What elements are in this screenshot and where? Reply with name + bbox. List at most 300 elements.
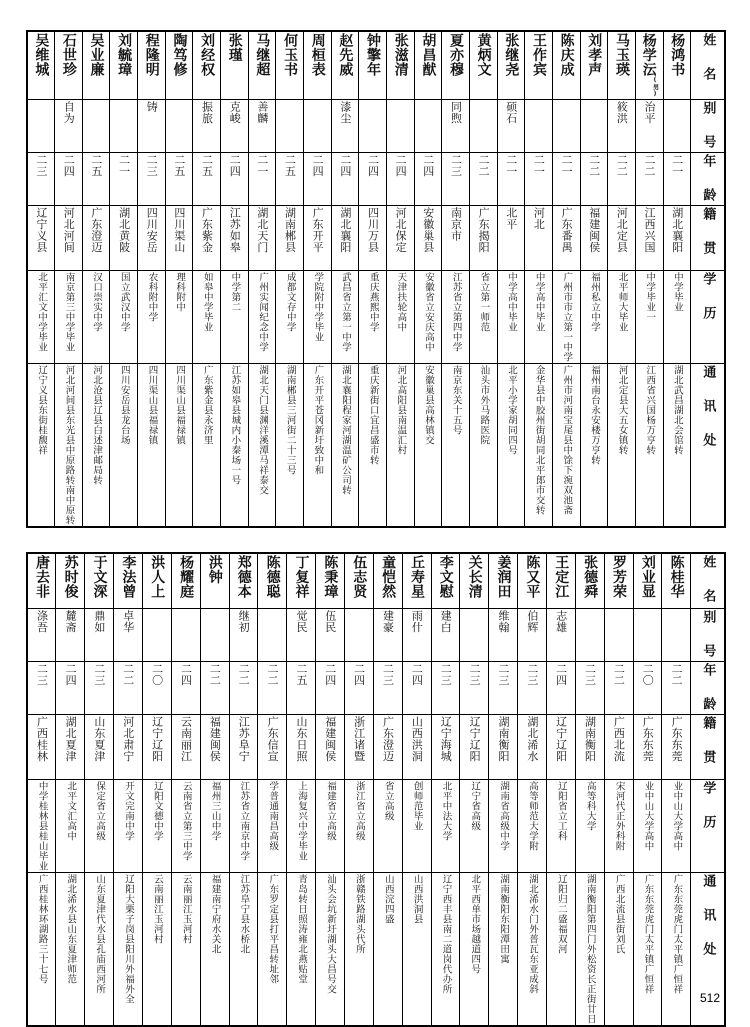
cell-text: 湖北浠水门外普瓦东亚成斜: [527, 874, 539, 994]
cell-name: [200, 553, 229, 609]
cell-age: [633, 662, 662, 715]
cell-text: 胡昌猷: [420, 33, 437, 77]
cell-text: 广东揭阳: [477, 207, 491, 253]
cell-text: 福建闽侯: [587, 207, 601, 253]
cell-text: 成都文存中学: [284, 272, 296, 332]
cell-text: 自为: [62, 101, 76, 124]
cell-edu: [114, 780, 143, 873]
cell-text: 福州南台永安楼万亨转: [588, 365, 600, 465]
cell-edu: [552, 271, 580, 364]
cell-text: 李法曾: [120, 555, 137, 599]
cell-text: 河北沧县辽县白述津邮局转: [91, 365, 103, 485]
cell-text: 麓斋: [64, 610, 78, 633]
cell-native: [633, 715, 662, 780]
cell-age: [387, 153, 415, 206]
cell-text: 二三: [496, 663, 510, 686]
cell-native: [525, 206, 553, 271]
cell-text: 于文深: [91, 555, 108, 599]
cell-text: 伍民: [323, 610, 337, 633]
cell-native: [221, 206, 249, 271]
cell-alias: [229, 609, 258, 662]
cell-text: 四川安岳: [145, 207, 159, 253]
cell-text: 河北河间县东光县中原路转南中原转: [63, 365, 75, 525]
cell-text: 江苏省立第四中学: [450, 272, 462, 352]
cell-text: 刘孝声: [586, 33, 603, 77]
cell-alias: [402, 609, 431, 662]
cell-alias: [575, 609, 604, 662]
cell-age: [304, 153, 332, 206]
cell-age: [663, 153, 691, 206]
cell-text: 克峻: [228, 101, 242, 124]
cell-text: 漆尘: [338, 101, 352, 124]
row-header-text: 学 历: [700, 781, 716, 831]
cell-text: 同煦: [449, 101, 463, 124]
cell-text: 福建闽侯: [323, 716, 337, 762]
cell-text: 二三: [381, 663, 395, 686]
cell-text: 关长清: [466, 555, 483, 599]
cell-native: [165, 206, 193, 271]
cell-text: 中学高中毕业: [505, 272, 517, 332]
cell-text: 汉口崇实中学: [91, 272, 103, 332]
cell-text: 广东东莞虎门太平镇广恒祥: [671, 874, 683, 994]
cell-text: 黄炳文: [475, 33, 492, 77]
cell-text: 辽阳归二盛福双河: [555, 874, 567, 954]
cell-edu: [142, 780, 171, 873]
cell-name: [221, 31, 249, 100]
cell-address: [662, 873, 691, 1027]
row-header-name: [691, 553, 725, 609]
cell-alias: [608, 100, 636, 153]
cell-name: [497, 31, 525, 100]
cell-text: 四川安岳县龙台场: [118, 365, 130, 445]
cell-text: 姜润田: [495, 555, 512, 599]
cell-native: [663, 206, 691, 271]
row-header-text: 籍 贯: [700, 716, 716, 766]
cell-address: [316, 873, 345, 1027]
cell-native: [546, 715, 575, 780]
cell-name: [344, 553, 373, 609]
cell-name: [287, 553, 316, 609]
cell-text: 福州三山中学: [209, 781, 221, 841]
cell-alias: [359, 100, 387, 153]
cell-text: 理科附中: [174, 272, 186, 312]
cell-text: 辽宁义县东街桂馥祥: [36, 365, 48, 455]
cell-native: [518, 715, 547, 780]
cell-age: [414, 153, 442, 206]
cell-alias: [497, 100, 525, 153]
row-header-text: 年 龄: [700, 154, 716, 204]
cell-text: 二二: [121, 663, 135, 686]
cell-address: [110, 364, 138, 528]
cell-address: [200, 873, 229, 1027]
cell-age: [200, 662, 229, 715]
cell-alias: [304, 100, 332, 153]
cell-alias: [138, 100, 166, 153]
cell-alias: [552, 100, 580, 153]
cell-alias: [27, 100, 55, 153]
cell-text: 二四: [62, 154, 76, 177]
cell-native: [287, 715, 316, 780]
table-row: [27, 715, 725, 780]
cell-alias: [287, 609, 316, 662]
cell-text: 福州私立中学: [588, 272, 600, 332]
table-row: [27, 31, 725, 100]
cell-text: 江苏阜宁县水桥北: [238, 874, 250, 954]
cell-text: 二〇: [150, 663, 164, 686]
roster-top-wrapper: [26, 30, 724, 528]
cell-alias: [142, 609, 171, 662]
cell-text: 四川万县: [366, 207, 380, 253]
cell-age: [604, 662, 633, 715]
cell-text: 湖北黄陂: [117, 207, 131, 253]
cell-text: 广州实闻纪念中学: [257, 272, 269, 352]
cell-text: 云南丽江玉河村: [151, 874, 163, 944]
cell-text: 洪人上: [149, 555, 166, 599]
cell-edu: [200, 780, 229, 873]
cell-edu: [56, 780, 85, 873]
cell-name: [110, 31, 138, 100]
cell-name: [635, 31, 663, 100]
cell-age: [431, 662, 460, 715]
cell-text: 湖北浠水县山东夏津师范: [65, 874, 77, 984]
cell-name: [85, 553, 114, 609]
cell-age: [82, 153, 110, 206]
cell-text: 武昌省立第一中学: [340, 272, 352, 352]
cell-text: 王作宾: [530, 33, 547, 77]
cell-edu: [460, 780, 489, 873]
cell-native: [470, 206, 498, 271]
cell-text: 辽宁辽阳: [554, 716, 568, 762]
cell-alias: [110, 100, 138, 153]
cell-name: [662, 553, 691, 609]
cell-text: 二一: [670, 154, 684, 177]
cell-text: 四川渠山县福禄镇: [146, 365, 158, 445]
cell-text: 辽宁辽阳: [468, 716, 482, 762]
cell-address: [633, 873, 662, 1027]
cell-native: [604, 715, 633, 780]
cell-address: [304, 364, 332, 528]
cell-edu: [229, 780, 258, 873]
cell-alias: [85, 609, 114, 662]
row-header-alias: [691, 100, 725, 153]
cell-text: 江苏阜宁: [237, 716, 251, 762]
cell-text: 高等师范大学附: [527, 781, 539, 851]
cell-text: 河北定县大五女镇转: [616, 365, 628, 455]
cell-edu: [414, 271, 442, 364]
table-row: [27, 609, 725, 662]
cell-text: 北平师大毕业: [616, 272, 628, 332]
cell-text: 保定省立高级: [94, 781, 106, 841]
cell-alias: [431, 609, 460, 662]
cell-alias: [171, 609, 200, 662]
cell-age: [442, 153, 470, 206]
cell-age: [27, 153, 55, 206]
cell-address: [171, 873, 200, 1027]
cell-alias: [518, 609, 547, 662]
cell-address: [373, 873, 402, 1027]
cell-text: 二四: [64, 663, 78, 686]
cell-edu: [662, 780, 691, 873]
cell-text: 善麟: [255, 101, 269, 124]
cell-name: [114, 553, 143, 609]
cell-text: 杨耀庭: [178, 555, 195, 599]
cell-address: [142, 873, 171, 1027]
cell-text: 伯辉: [525, 610, 539, 633]
cell-edu: [525, 271, 553, 364]
cell-native: [552, 206, 580, 271]
cell-text: 二二: [670, 663, 684, 686]
cell-text: 罗芳荣: [610, 555, 627, 599]
page-number: 512: [699, 991, 720, 1005]
cell-text: 南京东关十五号: [450, 365, 462, 435]
cell-address: [518, 873, 547, 1027]
cell-text: 福建省立高级: [325, 781, 336, 841]
cell-name: [27, 553, 56, 609]
cell-text: 杨学沄$^{(男)}$: [640, 33, 659, 98]
cell-name: [489, 553, 518, 609]
cell-edu: [635, 271, 663, 364]
cell-text: 辽宁西丰县南二道岗代办所: [440, 874, 452, 994]
cell-text: 河北肃宁: [121, 716, 135, 762]
cell-text: 云南丽江玉河村: [180, 874, 192, 944]
cell-address: [460, 873, 489, 1027]
cell-name: [359, 31, 387, 100]
row-header-text: 通 讯 处: [700, 874, 716, 958]
cell-text: 湖北浠水: [525, 716, 539, 762]
cell-name: [56, 553, 85, 609]
cell-text: 二三: [583, 663, 597, 686]
cell-alias: [580, 100, 608, 153]
cell-text: 王定江: [553, 555, 570, 599]
cell-native: [442, 206, 470, 271]
cell-edu: [633, 780, 662, 873]
cell-text: 广东东莞虎门太平镇广恒祥: [642, 874, 654, 994]
cell-age: [402, 662, 431, 715]
cell-text: 湖北夏津: [64, 716, 78, 762]
cell-text: 吴维城: [33, 33, 50, 77]
cell-text: 丘寿星: [408, 555, 425, 599]
cell-text: 北平中法大学: [440, 781, 452, 841]
cell-name: [193, 31, 221, 100]
cell-age: [489, 662, 518, 715]
cell-text: 丁复祥: [293, 555, 310, 599]
cell-name: [414, 31, 442, 100]
cell-name: [82, 31, 110, 100]
cell-text: 安徽巢县: [421, 207, 435, 253]
cell-name: [142, 553, 171, 609]
cell-edu: [575, 780, 604, 873]
cell-address: [489, 873, 518, 1027]
row-header-address: [691, 364, 725, 528]
cell-text: 湖南衡阳东阳潭田寓: [498, 874, 510, 964]
cell-text: 夏亦穆: [448, 33, 465, 77]
cell-text: 宋河代正外科附: [613, 781, 625, 851]
row-header-edu: [691, 271, 725, 364]
cell-text: 河北定县: [615, 207, 629, 253]
cell-text: 高等科大学: [584, 781, 596, 831]
cell-alias: [82, 100, 110, 153]
table-gap: [26, 528, 724, 552]
cell-text: 北平汇文中学毕业: [36, 272, 48, 352]
row-header-edu: [691, 780, 725, 873]
cell-native: [359, 206, 387, 271]
cell-address: [552, 364, 580, 528]
cell-text: 河北保定: [394, 207, 408, 253]
cell-text: 学院附中学毕业: [312, 272, 324, 342]
cell-text: 湖南衡阳: [583, 716, 597, 762]
cell-age: [575, 662, 604, 715]
cell-name: [525, 31, 553, 100]
cell-native: [460, 715, 489, 780]
cell-text: 广东东莞: [641, 716, 655, 762]
cell-text: 张继尧: [503, 33, 520, 77]
row-header-text: 姓 名: [700, 33, 716, 83]
cell-address: [27, 364, 55, 528]
cell-text: 苏时俊: [62, 555, 79, 599]
cell-address: [82, 364, 110, 528]
cell-text: 中学高中毕业: [533, 272, 545, 332]
cell-text: 湖北襄阳: [338, 207, 352, 253]
cell-text: 马玉瑛: [613, 33, 630, 77]
cell-text: 二三: [35, 663, 49, 686]
cell-edu: [85, 780, 114, 873]
cell-text: 治平: [643, 101, 657, 124]
cell-text: 云南丽江: [179, 716, 193, 762]
cell-text: 硕石: [504, 101, 518, 124]
cell-age: [165, 153, 193, 206]
table-row: [27, 271, 725, 364]
cell-text: 二五: [89, 154, 103, 177]
cell-text: 二四: [311, 154, 325, 177]
cell-text: 马继超: [254, 33, 271, 77]
cell-text: 重庆新街口宜昌盛市转: [367, 365, 379, 465]
roster-table-top: [26, 30, 726, 528]
cell-text: 鼎如: [92, 610, 106, 633]
cell-text: 山西洪洞: [410, 716, 424, 762]
cell-text: 建白: [439, 610, 453, 633]
cell-text: 上海复兴中学毕业: [296, 781, 308, 861]
cell-native: [27, 206, 55, 271]
cell-native: [56, 715, 85, 780]
cell-text: 北平文汇高中: [65, 781, 77, 841]
cell-alias: [633, 609, 662, 662]
cell-text: 唐去非: [34, 555, 51, 599]
cell-alias: [470, 100, 498, 153]
row-header-text: 籍 贯: [700, 207, 716, 257]
cell-edu: [470, 271, 498, 364]
cell-alias: [55, 100, 83, 153]
cell-text: 湖北襄阳: [670, 207, 684, 253]
cell-edu: [27, 780, 56, 873]
cell-native: [497, 206, 525, 271]
cell-text: 南京市: [449, 207, 463, 242]
cell-text: 二四: [554, 663, 568, 686]
cell-native: [110, 206, 138, 271]
cell-edu: [82, 271, 110, 364]
cell-text: 广东东莞: [670, 716, 684, 762]
cell-text: 刘业显: [639, 555, 656, 599]
cell-text: 云南省立第三中学: [180, 781, 192, 861]
cell-native: [142, 715, 171, 780]
cell-address: [56, 873, 85, 1027]
cell-text: 二二: [643, 154, 657, 177]
cell-age: [221, 153, 249, 206]
cell-alias: [316, 609, 345, 662]
cell-age: [85, 662, 114, 715]
cell-name: [460, 553, 489, 609]
cell-native: [331, 206, 359, 271]
cell-address: [580, 364, 608, 528]
cell-text: 二四: [338, 154, 352, 177]
cell-text: 辽宁海城: [439, 716, 453, 762]
cell-text: 山东日照: [294, 716, 308, 762]
cell-text: 继初: [237, 610, 251, 633]
cell-text: 山东夏津代水县孔庙西河所: [94, 874, 106, 994]
cell-text: 河北: [532, 207, 546, 230]
cell-text: 中学桂林县桂山毕业: [36, 781, 48, 871]
cell-name: [663, 31, 691, 100]
cell-text: 辽宁省高级: [469, 781, 481, 831]
cell-alias: [221, 100, 249, 153]
cell-name: [55, 31, 83, 100]
cell-alias: [373, 609, 402, 662]
cell-native: [662, 715, 691, 780]
cell-age: [258, 662, 287, 715]
cell-address: [359, 364, 387, 528]
cell-text: 江西兴国: [643, 207, 657, 253]
cell-text: 青岛转日照涛雍北燕贴堂: [296, 874, 308, 984]
cell-alias: [200, 609, 229, 662]
cell-age: [229, 662, 258, 715]
cell-text: 山东夏津: [92, 716, 106, 762]
cell-address: [221, 364, 249, 528]
cell-edu: [344, 780, 373, 873]
cell-age: [460, 662, 489, 715]
cell-text: 伍志贤: [351, 555, 368, 599]
cell-name: [633, 553, 662, 609]
cell-text: 何玉书: [282, 33, 299, 77]
cell-address: [55, 364, 83, 528]
row-header-text: 别 号: [700, 610, 716, 660]
cell-age: [114, 662, 143, 715]
cell-native: [258, 715, 287, 780]
cell-native: [248, 206, 276, 271]
table-row: [27, 153, 725, 206]
cell-text: 志雄: [554, 610, 568, 633]
cell-edu: [165, 271, 193, 364]
cell-edu: [171, 780, 200, 873]
cell-native: [229, 715, 258, 780]
cell-age: [373, 662, 402, 715]
cell-native: [193, 206, 221, 271]
cell-address: [575, 873, 604, 1027]
cell-age: [56, 662, 85, 715]
cell-text: 广西桂林: [35, 716, 49, 762]
table-row: [27, 873, 725, 1027]
row-header-text: 别 号: [700, 101, 716, 151]
cell-text: 湖南郴县: [283, 207, 297, 253]
cell-name: [248, 31, 276, 100]
cell-address: [635, 364, 663, 528]
cell-text: 北平小学家胡同四号: [505, 365, 517, 455]
cell-text: 张滋清: [392, 33, 409, 77]
cell-native: [82, 206, 110, 271]
cell-text: 二五: [172, 154, 186, 177]
cell-text: 北平: [504, 207, 518, 230]
cell-native: [85, 715, 114, 780]
cell-edu: [373, 780, 402, 873]
cell-text: 维翰: [496, 610, 510, 633]
